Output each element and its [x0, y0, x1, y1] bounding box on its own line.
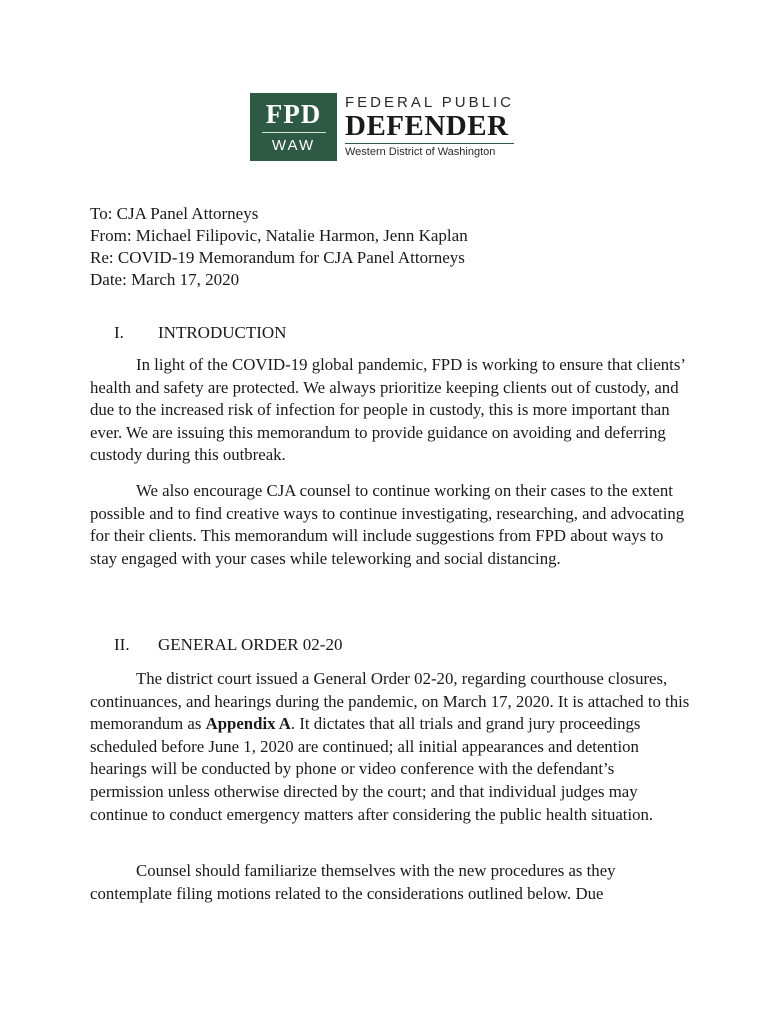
logo-line-2: DEFENDER	[345, 110, 509, 142]
logo-badge-bottom: WAW	[271, 137, 316, 154]
section-number: II.	[114, 635, 130, 654]
memo-header	[90, 203, 468, 291]
section-number: I.	[114, 323, 124, 342]
section-heading-general-order	[90, 634, 342, 656]
logo-wordmark	[345, 93, 514, 161]
paragraph-text: . It dictates that all trials and grand jury proceedings scheduled before June 1, 2020 are continued; all initial appearances and detention hearings will be conducted by phone or video conference with the defendant’s permission unless otherwise directed by the court; and that individual judges may continue to conduct emergency matters after considering the public health situation.	[90, 714, 654, 824]
fpd-logo	[250, 93, 514, 161]
logo-badge-top: FPD	[265, 99, 322, 129]
appendix-reference: Appendix A	[205, 714, 291, 734]
logo-line-1: FEDERAL PUBLIC	[345, 94, 514, 111]
intro-paragraph-1: In light of the COVID-19 global pandemic, FPD is working to ensure that clients’ health and safety are protected. We always prioritize keeping clients out of custody, and due to the increased risk of infection for people in custody, this is more important than ever. We are issuing this memorandum to provide guidance on avoiding and deferring custody during this outbreak.	[90, 355, 685, 465]
paragraph-text: The district court issued a General Order 02-20, regarding courthouse closures, continuances, and hearings during the pandemic, on March 17, 2020. It is attached to this memorandum as	[90, 669, 690, 734]
memo-re: Re: COVID-19 Memorandum for CJA Panel Attorneys	[90, 248, 465, 267]
logo-badge	[250, 93, 337, 161]
memo-from: From: Michael Filipovic, Natalie Harmon, Jenn Kaplan	[90, 226, 468, 245]
logo-line-3: Western District of Washington	[345, 143, 514, 159]
general-order-paragraph-1	[90, 668, 690, 826]
memo-date: Date: March 17, 2020	[90, 270, 240, 289]
section-title: INTRODUCTION	[158, 323, 287, 342]
memo-to: To: CJA Panel Attorneys	[90, 204, 259, 223]
section-heading-introduction	[90, 322, 286, 344]
section-title: GENERAL ORDER 02-20	[158, 635, 343, 654]
intro-paragraph-2: We also encourage CJA counsel to continue working on their cases to the extent possible and to find creative ways to continue investigating, researching, and advocating for their clients. This memorandum will include suggestions from FPD about ways to stay engaged with your cases while teleworking and social distancing.	[90, 481, 685, 568]
general-order-paragraph-2: Counsel should familiarize themselves with the new procedures as they contemplate filing motions related to the considerations outlined below. Due	[90, 861, 616, 903]
logo-badge-divider	[262, 132, 326, 133]
